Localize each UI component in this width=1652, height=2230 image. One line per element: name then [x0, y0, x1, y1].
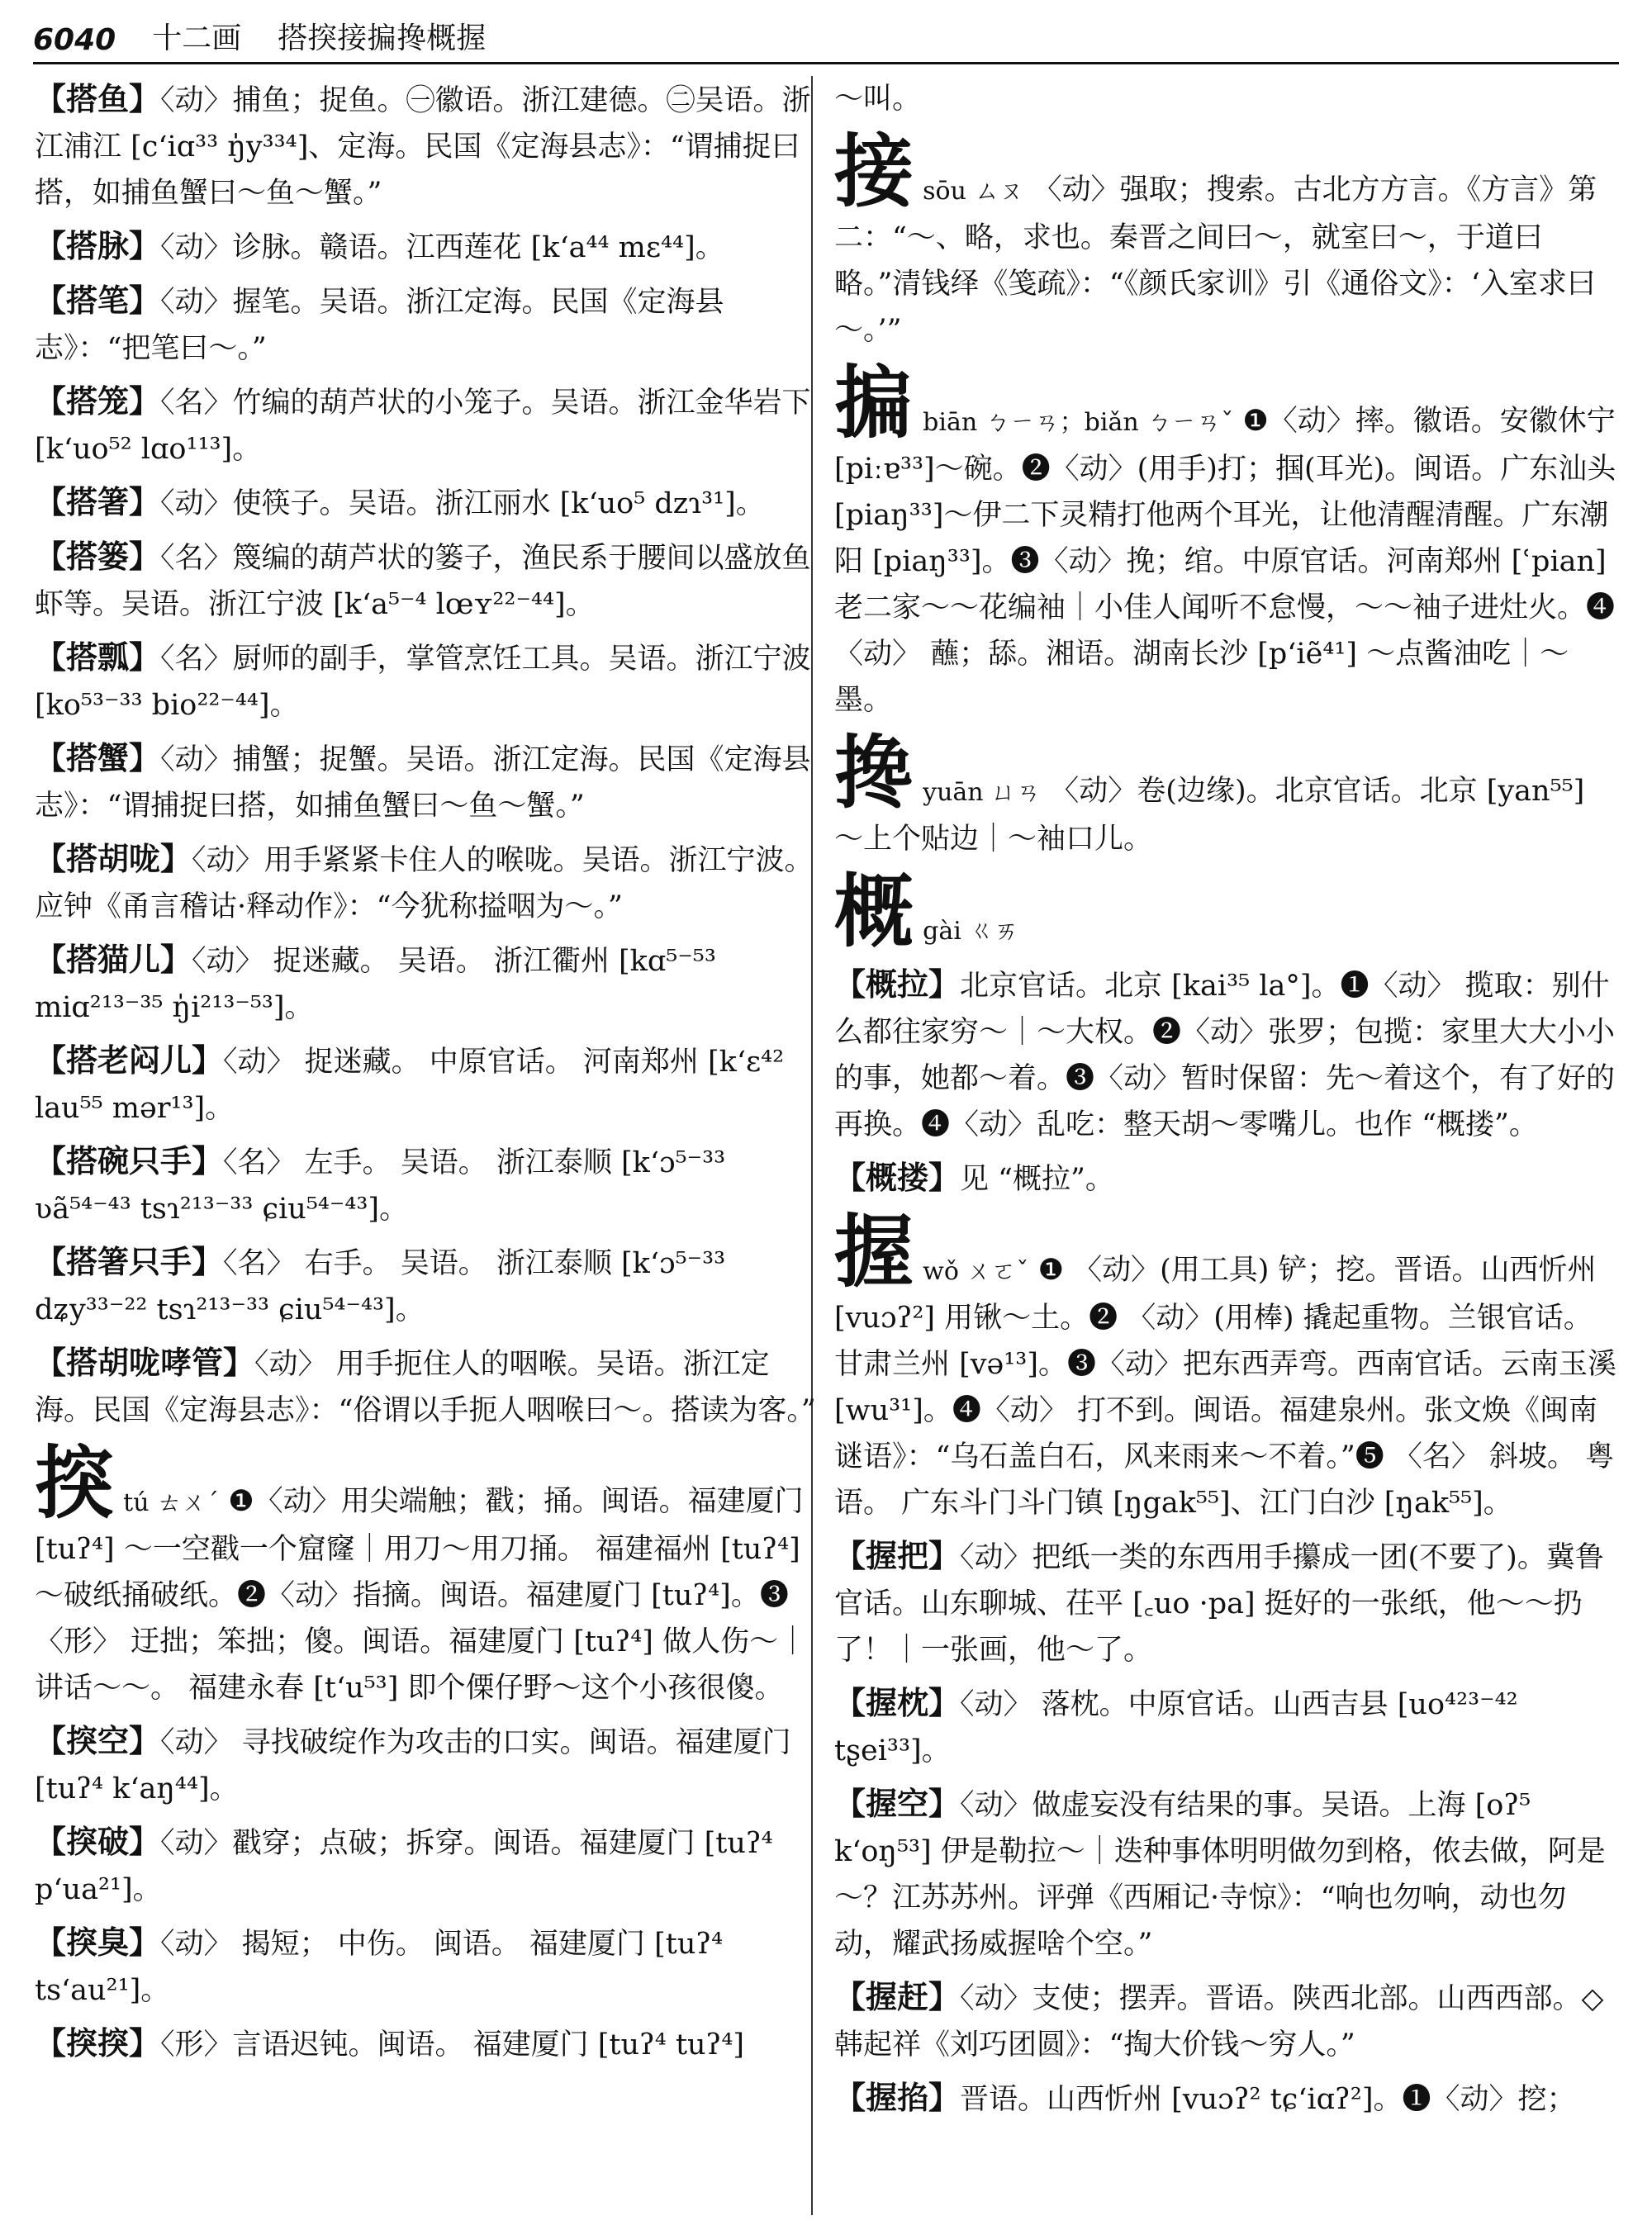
char-entry [834, 125, 1619, 353]
head-character: 概 [834, 865, 914, 958]
headword: 【搭蟹】 [35, 739, 161, 776]
definition: ❶ 〈动〉(用工具) 铲；挖。晋语。山西忻州 [vuɔʔ²] 用锹～土。❷ 〈动〉(用棒) 撬起重物。兰银官话。甘肃兰州 [və¹³]。❸〈动〉把东西弄弯。西南官话。云南玉溪 [wu³¹]。❹〈动〉 打不到。闽语。福建泉州。张文焕《闽南谜语》：“乌石盖白石，风来雨来～不着。”❺ 〈名〉 斜坡。 粤语。 广东斗门斗门镇 [ŋgak⁵⁵]、江门白沙 [ŋak⁵⁵]。 [834, 1254, 1616, 1520]
entry [834, 961, 1619, 1148]
headword: 【搭篓】 [35, 538, 161, 575]
head-character: 握 [834, 1205, 914, 1298]
definition: 〈动〉把纸一类的东西用手攥成一团(不要了)。冀鲁官话。山东聊城、茌平 [꜀uo ·pa] 挺好的一张纸，他～～扔了！｜一张画，他～了。 [834, 1541, 1604, 1667]
headword: 【揬破】 [35, 1823, 161, 1860]
headword: 【搭胡咙】 [35, 840, 192, 877]
definition: 〈动〉支使；摆弄。晋语。陕西北部。山西西部。◇韩起祥《刘巧团圆》：“掏大价钱～穷人。” [834, 1982, 1604, 2062]
headword: 【搭脉】 [35, 227, 161, 264]
head-character: 搀 [834, 726, 914, 819]
definition: ❶〈动〉摔。徽语。安徽休宁 [piːɐ³³]～碗。❷〈动〉(用手)打；掴(耳光)。闽语。广东汕头 [piaŋ³³]～伊二下灵精打他两个耳光，让他清醒清醒。广东潮阳 [piaŋ³³]。❸〈动〉挽；绾。中原官话。河南郑州 [ʿpian] 老二家～～花编袖｜小佳人闻听不怠慢，～～袖子进灶火。❹ 〈动〉 蘸；舔。湘语。湖南长沙 [pʻiẽ⁴¹] ～点酱油吃｜～墨。 [834, 405, 1616, 717]
definition: 〈动〉强取；搜索。古北方方言。《方言》第二：“～、略，求也。秦晋之间曰～，就室曰～，于道曰略。”清钱绎《笺疏》：“《颜氏家训》引《通俗文》：‘入室求曰～。’” [834, 173, 1597, 347]
definition: 见 “概拉”。 [960, 1163, 1114, 1196]
entry [834, 2075, 1619, 2123]
headword: 【搭碗只手】 [35, 1142, 224, 1179]
headword: 【揬臭】 [35, 1924, 161, 1961]
head-character: 揬 [35, 1436, 114, 1530]
headword: 【搭老闷儿】 [35, 1041, 224, 1079]
definition: 北京官话。北京 [kai³⁵ la°]。❶〈动〉 揽取：别什么都往家穷～｜～大权。❷〈动〉张罗；包揽：家里大大小小的事，她都～着。❸〈动〉暂时保留：先～着这个，有了好的再换。❹〈动〉乱吃：整天胡～零嘴儿。也作 “概搂”。 [834, 970, 1616, 1141]
entry [35, 223, 819, 271]
entry [35, 378, 819, 472]
definition: 〈动〉 揭短； 中伤。 闽语。 福建厦门 [tuʔ⁴ tsʻau²¹]。 [35, 1928, 724, 2007]
continuation-text: ～叫。 [834, 83, 922, 116]
entry [834, 1680, 1619, 1774]
entry [35, 76, 819, 216]
definition: 〈形〉言语迟钝。闽语。 福建厦门 [tuʔ⁴ tuʔ⁴] [160, 2028, 745, 2062]
definition: 〈动〉用手紧紧卡住人的喉咙。吴语。浙江宁波。应钟《甬言稽诂·释动作》：“今犹称搤咽为～。” [35, 844, 814, 923]
char-entry [834, 356, 1619, 724]
entry [35, 836, 819, 930]
headword: 【搭瓢】 [35, 638, 161, 676]
pronunciation: tú ㄊㄨˊ [123, 1488, 220, 1517]
headword: 【搭鱼】 [35, 80, 161, 117]
entry [35, 1239, 819, 1333]
definition: 〈动〉卷(边缘)。北京官话。北京 [yan⁵⁵] ～上个贴边｜～袖口儿。 [834, 775, 1585, 856]
pronunciation: yuān ㄩㄢ [923, 778, 1042, 807]
page-number: 6040 [33, 23, 116, 57]
headword: 【搭笼】 [35, 382, 161, 420]
head-character: 接 [834, 125, 914, 218]
entry [35, 1138, 819, 1232]
headword: 【搭猫儿】 [35, 941, 192, 978]
headword: 【搭胡咙哮管】 [35, 1344, 255, 1381]
char-entry [834, 726, 1619, 862]
definition: 〈名〉 左手。 吴语。 浙江泰顺 [kʻɔ⁵⁻³³ ʋã⁵⁴⁻⁴³ tsɿ²¹³⁻³³ ɕiu⁵⁴⁻⁴³]。 [35, 1146, 726, 1226]
headword: 【搭笔】 [35, 282, 161, 319]
entry [35, 1340, 819, 1434]
entry [35, 2020, 819, 2068]
definition: 〈动〉 捉迷藏。 吴语。 浙江衢州 [kɑ⁵⁻⁵³ miɑ²¹³⁻³⁵ ŋ̍i²¹³⁻⁵³]。 [35, 945, 716, 1024]
page-header [33, 18, 1619, 64]
right-column [834, 76, 1619, 2215]
definition: 〈动〉捕鱼；捉鱼。㊀徽语。浙江建德。㊁吴语。浙江浦江 [cʻiɑ³³ ŋ̍y³³⁴]、定海。民国《定海县志》：“谓捕捉曰搭，如捕鱼蟹曰～鱼～蟹。” [35, 84, 811, 210]
definition: 〈动〉 寻找破绽作为攻击的口实。闽语。福建厦门 [tuʔ⁴ kʻaŋ⁴⁴]。 [35, 1726, 791, 1805]
entry [35, 735, 819, 829]
headword: 【握空】 [834, 1785, 961, 1822]
entry [35, 534, 819, 628]
headword: 【握掐】 [834, 2079, 961, 2116]
head-character: 揙 [834, 356, 914, 449]
entry [35, 479, 819, 527]
definition: 〈动〉诊脉。赣语。江西莲花 [kʻa⁴⁴ mɛ⁴⁴]。 [160, 231, 724, 264]
headword: 【揬揬】 [35, 2024, 161, 2062]
entry [834, 1155, 1619, 1203]
entry [35, 1819, 819, 1913]
entry [35, 278, 819, 372]
entry [834, 1781, 1619, 1967]
headword: 【搭箸只手】 [35, 1243, 224, 1280]
char-entry [834, 1205, 1619, 1526]
headword: 【搭箸】 [35, 483, 161, 520]
entry [834, 1533, 1619, 1673]
definition: 〈名〉厨师的副手，掌管烹饪工具。吴语。浙江宁波 [ko⁵³⁻³³ bio²²⁻⁴⁴]。 [35, 643, 811, 722]
definition: 〈动〉戳穿；点破；拆穿。闽语。福建厦门 [tuʔ⁴ pʻua²¹]。 [35, 1827, 773, 1906]
entry [35, 634, 819, 728]
entry [35, 1919, 819, 2014]
char-entry [834, 865, 1619, 958]
definition: 〈动〉捕蟹；捉蟹。吴语。浙江定海。民国《定海县志》：“谓捕捉曰搭，如捕鱼蟹曰～鱼～蟹。” [35, 743, 811, 823]
definition: 〈动〉 落枕。中原官话。山西吉县 [uo⁴²³⁻⁴² tʂei³³]。 [834, 1688, 1518, 1767]
definition: 〈动〉使筷子。吴语。浙江丽水 [kʻuo⁵ dzɿ³¹]。 [160, 487, 765, 520]
definition: 〈动〉做虚妄没有结果的事。吴语。上海 [oʔ⁵ kʻoŋ⁵³] 伊是勒拉～｜迭种事体明明做勿到格，侬去做，阿是～？江苏苏州。评弹《西厢记·寺惊》：“响也勿响，动也勿动，耀武扬威握啥个空。” [834, 1789, 1606, 1961]
entry [35, 1037, 819, 1132]
definition: 晋语。山西忻州 [vuɔʔ² tɕʻiɑʔ²]。❶〈动〉挖； [960, 2083, 1576, 2116]
headword: 【握把】 [834, 1537, 961, 1574]
entry [35, 937, 819, 1031]
stroke-section: 十二画 [152, 21, 242, 55]
definition: 〈动〉握笔。吴语。浙江定海。民国《定海县志》：“把笔曰～。” [35, 286, 724, 365]
pronunciation: gài ㄍㄞ [923, 917, 1019, 946]
headword: 【概搂】 [834, 1159, 961, 1196]
definition: 〈动〉 用手扼住人的咽喉。吴语。浙江定海。民国《定海县志》：“俗谓以手扼人咽喉曰～。搭读为客。” [35, 1348, 816, 1427]
pronunciation: wǒ ㄨㄛˇ [923, 1257, 1029, 1286]
entry [834, 1974, 1619, 2068]
char-range: 搭揬接揙搀概握 [278, 21, 487, 55]
definition: 〈名〉篾编的葫芦状的篓子，渔民系于腰间以盛放鱼虾等。吴语。浙江宁波 [kʻa⁵⁻⁴ lœʏ²²⁻⁴⁴]。 [35, 542, 811, 621]
definition: 〈名〉竹编的葫芦状的小笼子。吴语。浙江金华岩下 [kʻuo⁵² lɑo¹¹³]。 [35, 387, 811, 466]
pronunciation: sōu ㄙㄡ [923, 177, 1024, 206]
definition: 〈名〉 右手。 吴语。 浙江泰顺 [kʻɔ⁵⁻³³ dʑy³³⁻²² tsɿ²¹³⁻³³ ɕiu⁵⁴⁻⁴³]。 [35, 1247, 726, 1326]
headword: 【握枕】 [834, 1684, 961, 1721]
headword: 【握赶】 [834, 1978, 961, 2015]
headword: 【概拉】 [834, 966, 961, 1003]
entry [35, 1718, 819, 1812]
char-entry [35, 1436, 819, 1711]
pronunciation: biān ㄅㄧㄢ；biǎn ㄅㄧㄢˇ [923, 408, 1234, 437]
definition: ❶〈动〉用尖端触；戳；捅。闽语。福建厦门 [tuʔ⁴] ～一空戳一个窟窿｜用刀～用刀捅。 福建福州 [tuʔ⁴] ～破纸捅破纸。❷〈动〉指摘。闽语。福建厦门 [tuʔ⁴]。❸ 〈形〉 迂拙；笨拙；傻。闽语。福建厦门 [tuʔ⁴] 做人伤～｜讲话～～。 福建永春 [tʻu⁵³] 即个傈仔野～这个小孩很傻。 [35, 1485, 808, 1705]
left-column [35, 76, 819, 2215]
definition: 〈动〉 捉迷藏。 中原官话。 河南郑州 [kʻɛ⁴² lau⁵⁵ mər¹³]。 [35, 1046, 785, 1125]
headword: 【揬空】 [35, 1722, 161, 1759]
